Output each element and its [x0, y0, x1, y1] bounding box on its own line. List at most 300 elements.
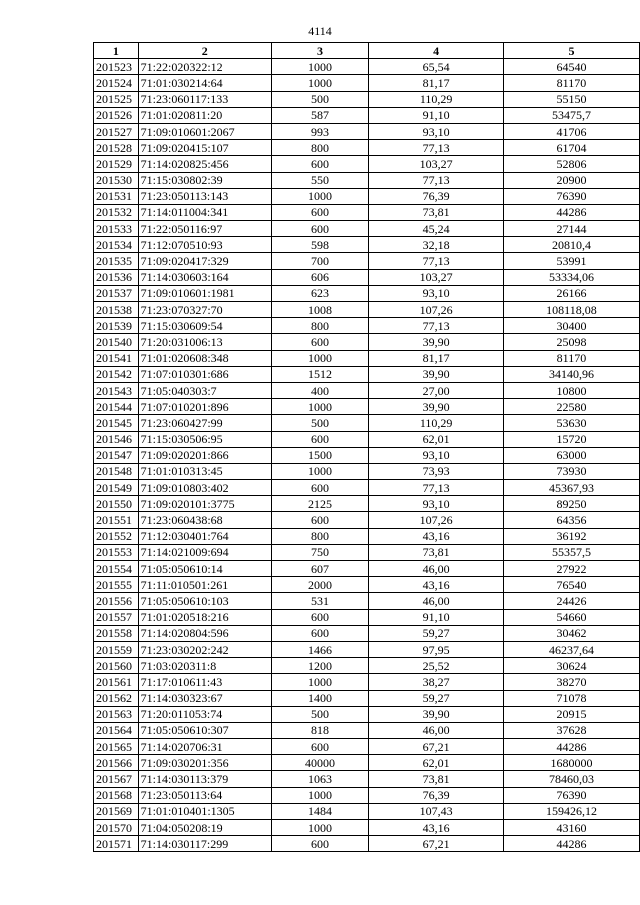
- cell-number: 201567: [94, 771, 139, 787]
- cell-rate: 110,29: [369, 91, 504, 107]
- cell-total: 44286: [503, 836, 639, 852]
- cell-area: 1000: [271, 820, 369, 836]
- cell-total: 159426,12: [503, 803, 639, 819]
- cell-number: 201564: [94, 722, 139, 738]
- cell-cadastral-code: 71:01:010401:1305: [138, 803, 271, 819]
- cell-number: 201558: [94, 625, 139, 641]
- cell-total: 22580: [503, 399, 639, 415]
- cell-total: 41706: [503, 123, 639, 139]
- cell-number: 201535: [94, 253, 139, 269]
- cell-rate: 107,43: [369, 803, 504, 819]
- cell-total: 53630: [503, 415, 639, 431]
- cell-number: 201534: [94, 237, 139, 253]
- cell-rate: 39,90: [369, 706, 504, 722]
- page-number: 4114: [308, 24, 332, 38]
- cell-rate: 73,81: [369, 544, 504, 560]
- table-row: [94, 188, 640, 204]
- cell-number: 201536: [94, 269, 139, 285]
- cell-rate: 39,90: [369, 366, 504, 382]
- cell-number: 201531: [94, 188, 139, 204]
- cell-area: 600: [271, 431, 369, 447]
- cell-number: 201541: [94, 350, 139, 366]
- cell-rate: 46,00: [369, 561, 504, 577]
- cell-area: 600: [271, 739, 369, 755]
- cell-total: 76390: [503, 188, 639, 204]
- cell-number: 201530: [94, 172, 139, 188]
- cell-rate: 62,01: [369, 431, 504, 447]
- cell-total: 38270: [503, 674, 639, 690]
- cell-total: 30462: [503, 625, 639, 641]
- cell-total: 43160: [503, 820, 639, 836]
- document-sheet: [93, 42, 640, 852]
- cell-area: 607: [271, 561, 369, 577]
- cell-area: 1000: [271, 399, 369, 415]
- cell-number: 201556: [94, 593, 139, 609]
- cell-rate: 91,10: [369, 609, 504, 625]
- cell-cadastral-code: 71:14:021009:694: [138, 544, 271, 560]
- cell-area: 2125: [271, 496, 369, 512]
- cell-number: 201548: [94, 463, 139, 479]
- cell-cadastral-code: 71:04:050208:19: [138, 820, 271, 836]
- cell-cadastral-code: 71:11:010501:261: [138, 577, 271, 593]
- cell-cadastral-code: 71:09:010803:402: [138, 480, 271, 496]
- table-row: [94, 496, 640, 512]
- cell-total: 89250: [503, 496, 639, 512]
- table-row: [94, 561, 640, 577]
- cell-number: 201571: [94, 836, 139, 852]
- cell-total: 27922: [503, 561, 639, 577]
- cell-cadastral-code: 71:22:050116:97: [138, 221, 271, 237]
- cell-cadastral-code: 71:23:030202:242: [138, 641, 271, 657]
- table-row: [94, 820, 640, 836]
- table-row: [94, 593, 640, 609]
- cell-rate: 110,29: [369, 415, 504, 431]
- cell-number: 201526: [94, 107, 139, 123]
- cell-cadastral-code: 71:09:020201:866: [138, 447, 271, 463]
- cell-area: 800: [271, 528, 369, 544]
- table-row: [94, 399, 640, 415]
- cell-area: 587: [271, 107, 369, 123]
- cell-rate: 32,18: [369, 237, 504, 253]
- cell-rate: 107,26: [369, 302, 504, 318]
- cell-total: 34140,96: [503, 366, 639, 382]
- cell-area: 1063: [271, 771, 369, 787]
- cell-total: 30624: [503, 658, 639, 674]
- cell-cadastral-code: 71:15:030802:39: [138, 172, 271, 188]
- cell-total: 76390: [503, 787, 639, 803]
- table-row: [94, 366, 640, 382]
- table-row: [94, 674, 640, 690]
- cell-rate: 103,27: [369, 269, 504, 285]
- cell-cadastral-code: 71:23:060438:68: [138, 512, 271, 528]
- cell-cadastral-code: 71:09:010601:2067: [138, 123, 271, 139]
- cell-area: 1000: [271, 463, 369, 479]
- cell-rate: 45,24: [369, 221, 504, 237]
- cell-number: 201563: [94, 706, 139, 722]
- cell-total: 46237,64: [503, 641, 639, 657]
- cell-total: 10800: [503, 382, 639, 398]
- cell-cadastral-code: 71:09:010601:1981: [138, 285, 271, 301]
- cell-rate: 97,95: [369, 641, 504, 657]
- cell-total: 36192: [503, 528, 639, 544]
- cell-cadastral-code: 71:01:020518:216: [138, 609, 271, 625]
- cell-area: 993: [271, 123, 369, 139]
- table-row: [94, 577, 640, 593]
- cell-area: 800: [271, 140, 369, 156]
- column-header-1: 1: [94, 43, 139, 59]
- cell-total: 45367,93: [503, 480, 639, 496]
- cell-number: 201543: [94, 382, 139, 398]
- cell-area: 1000: [271, 674, 369, 690]
- table-row: [94, 512, 640, 528]
- cell-area: 400: [271, 382, 369, 398]
- cell-total: 55357,5: [503, 544, 639, 560]
- table-row: [94, 107, 640, 123]
- cell-cadastral-code: 71:14:030117:299: [138, 836, 271, 852]
- table-row: [94, 836, 640, 852]
- cell-rate: 103,27: [369, 156, 504, 172]
- cell-rate: 77,13: [369, 172, 504, 188]
- cell-cadastral-code: 71:15:030609:54: [138, 318, 271, 334]
- cell-number: 201525: [94, 91, 139, 107]
- cell-rate: 65,54: [369, 59, 504, 75]
- table-row: [94, 237, 640, 253]
- cell-area: 600: [271, 836, 369, 852]
- cell-number: 201529: [94, 156, 139, 172]
- cell-total: 53991: [503, 253, 639, 269]
- cell-rate: 73,81: [369, 771, 504, 787]
- cell-number: 201559: [94, 641, 139, 657]
- cell-cadastral-code: 71:01:020811:20: [138, 107, 271, 123]
- cell-rate: 77,13: [369, 318, 504, 334]
- cell-cadastral-code: 71:23:060117:133: [138, 91, 271, 107]
- cell-area: 1000: [271, 350, 369, 366]
- cell-number: 201542: [94, 366, 139, 382]
- cell-rate: 43,16: [369, 577, 504, 593]
- cell-area: 600: [271, 609, 369, 625]
- cell-area: 40000: [271, 755, 369, 771]
- table-row: [94, 382, 640, 398]
- cell-number: 201551: [94, 512, 139, 528]
- cell-number: 201527: [94, 123, 139, 139]
- cell-total: 53475,7: [503, 107, 639, 123]
- cell-area: 500: [271, 706, 369, 722]
- cell-rate: 77,13: [369, 480, 504, 496]
- cell-total: 71078: [503, 690, 639, 706]
- cell-cadastral-code: 71:14:030323:67: [138, 690, 271, 706]
- table-row: [94, 690, 640, 706]
- cell-rate: 107,26: [369, 512, 504, 528]
- cell-area: 500: [271, 415, 369, 431]
- cell-number: 201538: [94, 302, 139, 318]
- cell-cadastral-code: 71:01:010313:45: [138, 463, 271, 479]
- cell-total: 25098: [503, 334, 639, 350]
- cell-area: 500: [271, 91, 369, 107]
- table-row: [94, 480, 640, 496]
- cell-rate: 59,27: [369, 690, 504, 706]
- table-row: [94, 269, 640, 285]
- cell-area: 600: [271, 512, 369, 528]
- cell-cadastral-code: 71:07:010301:686: [138, 366, 271, 382]
- table-row: [94, 123, 640, 139]
- cell-number: 201532: [94, 204, 139, 220]
- table-row: [94, 544, 640, 560]
- cell-area: 818: [271, 722, 369, 738]
- cell-rate: 93,10: [369, 285, 504, 301]
- cell-cadastral-code: 71:22:020322:12: [138, 59, 271, 75]
- cell-rate: 46,00: [369, 722, 504, 738]
- cell-area: 1000: [271, 59, 369, 75]
- table-header-row: [94, 43, 640, 59]
- cell-total: 54660: [503, 609, 639, 625]
- cell-cadastral-code: 71:23:070327:70: [138, 302, 271, 318]
- cell-number: 201539: [94, 318, 139, 334]
- table-row: [94, 221, 640, 237]
- cell-rate: 59,27: [369, 625, 504, 641]
- cell-area: 598: [271, 237, 369, 253]
- cell-area: 600: [271, 204, 369, 220]
- cell-number: 201553: [94, 544, 139, 560]
- cell-number: 201545: [94, 415, 139, 431]
- cell-cadastral-code: 71:05:040303:7: [138, 382, 271, 398]
- cell-area: 1000: [271, 75, 369, 91]
- cell-number: 201555: [94, 577, 139, 593]
- cell-area: 606: [271, 269, 369, 285]
- cell-number: 201533: [94, 221, 139, 237]
- cell-area: 1500: [271, 447, 369, 463]
- cell-total: 24426: [503, 593, 639, 609]
- cell-number: 201557: [94, 609, 139, 625]
- table-row: [94, 172, 640, 188]
- table-row: [94, 787, 640, 803]
- cell-rate: 73,93: [369, 463, 504, 479]
- cell-rate: 93,10: [369, 447, 504, 463]
- cell-total: 44286: [503, 739, 639, 755]
- cell-number: 201568: [94, 787, 139, 803]
- cell-number: 201547: [94, 447, 139, 463]
- cell-area: 1400: [271, 690, 369, 706]
- data-table: [93, 42, 640, 852]
- cell-cadastral-code: 71:05:050610:14: [138, 561, 271, 577]
- cell-number: 201523: [94, 59, 139, 75]
- table-body: [94, 59, 640, 852]
- cell-total: 1680000: [503, 755, 639, 771]
- cell-number: 201570: [94, 820, 139, 836]
- cell-area: 1484: [271, 803, 369, 819]
- column-header-5: 5: [503, 43, 639, 59]
- cell-cadastral-code: 71:09:020417:329: [138, 253, 271, 269]
- cell-cadastral-code: 71:14:030603:164: [138, 269, 271, 285]
- cell-number: 201544: [94, 399, 139, 415]
- cell-area: 700: [271, 253, 369, 269]
- table-row: [94, 302, 640, 318]
- cell-rate: 77,13: [369, 140, 504, 156]
- cell-rate: 81,17: [369, 350, 504, 366]
- cell-area: 1512: [271, 366, 369, 382]
- table-row: [94, 75, 640, 91]
- cell-total: 61704: [503, 140, 639, 156]
- cell-total: 27144: [503, 221, 639, 237]
- cell-cadastral-code: 71:15:030506:95: [138, 431, 271, 447]
- cell-total: 20915: [503, 706, 639, 722]
- cell-cadastral-code: 71:14:030113:379: [138, 771, 271, 787]
- cell-area: 2000: [271, 577, 369, 593]
- cell-rate: 62,01: [369, 755, 504, 771]
- cell-area: 600: [271, 221, 369, 237]
- table-row: [94, 463, 640, 479]
- cell-total: 44286: [503, 204, 639, 220]
- cell-number: 201566: [94, 755, 139, 771]
- cell-total: 64540: [503, 59, 639, 75]
- cell-cadastral-code: 71:01:030214:64: [138, 75, 271, 91]
- cell-rate: 91,10: [369, 107, 504, 123]
- cell-number: 201537: [94, 285, 139, 301]
- table-row: [94, 415, 640, 431]
- cell-number: 201560: [94, 658, 139, 674]
- cell-total: 20900: [503, 172, 639, 188]
- cell-rate: 93,10: [369, 496, 504, 512]
- table-row: [94, 285, 640, 301]
- cell-rate: 67,21: [369, 836, 504, 852]
- cell-total: 53334,06: [503, 269, 639, 285]
- cell-total: 81170: [503, 350, 639, 366]
- cell-total: 30400: [503, 318, 639, 334]
- cell-total: 52806: [503, 156, 639, 172]
- table-row: [94, 91, 640, 107]
- cell-area: 623: [271, 285, 369, 301]
- column-header-2: 2: [138, 43, 271, 59]
- table-row: [94, 253, 640, 269]
- cell-number: 201554: [94, 561, 139, 577]
- cell-rate: 76,39: [369, 787, 504, 803]
- cell-rate: 43,16: [369, 528, 504, 544]
- cell-total: 20810,4: [503, 237, 639, 253]
- cell-total: 26166: [503, 285, 639, 301]
- cell-number: 201561: [94, 674, 139, 690]
- table-row: [94, 706, 640, 722]
- cell-area: 1000: [271, 787, 369, 803]
- cell-total: 15720: [503, 431, 639, 447]
- table-row: [94, 528, 640, 544]
- cell-area: 1000: [271, 188, 369, 204]
- table-row: [94, 722, 640, 738]
- cell-rate: 43,16: [369, 820, 504, 836]
- cell-cadastral-code: 71:20:031006:13: [138, 334, 271, 350]
- cell-area: 600: [271, 625, 369, 641]
- cell-area: 800: [271, 318, 369, 334]
- cell-total: 55150: [503, 91, 639, 107]
- cell-cadastral-code: 71:14:011004:341: [138, 204, 271, 220]
- cell-cadastral-code: 71:01:020608:348: [138, 350, 271, 366]
- cell-cadastral-code: 71:05:050610:307: [138, 722, 271, 738]
- cell-number: 201549: [94, 480, 139, 496]
- cell-total: 63000: [503, 447, 639, 463]
- cell-number: 201550: [94, 496, 139, 512]
- cell-rate: 93,10: [369, 123, 504, 139]
- table-row: [94, 447, 640, 463]
- table-row: [94, 625, 640, 641]
- cell-cadastral-code: 71:05:050610:103: [138, 593, 271, 609]
- cell-area: 531: [271, 593, 369, 609]
- cell-cadastral-code: 71:23:050113:64: [138, 787, 271, 803]
- table-row: [94, 59, 640, 75]
- cell-cadastral-code: 71:14:020825:456: [138, 156, 271, 172]
- cell-total: 76540: [503, 577, 639, 593]
- cell-area: 600: [271, 480, 369, 496]
- cell-rate: 38,27: [369, 674, 504, 690]
- cell-number: 201528: [94, 140, 139, 156]
- cell-rate: 39,90: [369, 334, 504, 350]
- cell-cadastral-code: 71:12:030401:764: [138, 528, 271, 544]
- cell-area: 1008: [271, 302, 369, 318]
- cell-number: 201540: [94, 334, 139, 350]
- cell-number: 201552: [94, 528, 139, 544]
- table-row: [94, 140, 640, 156]
- cell-total: 37628: [503, 722, 639, 738]
- table-row: [94, 609, 640, 625]
- cell-number: 201546: [94, 431, 139, 447]
- cell-rate: 27,00: [369, 382, 504, 398]
- table-row: [94, 641, 640, 657]
- cell-rate: 77,13: [369, 253, 504, 269]
- cell-area: 600: [271, 156, 369, 172]
- cell-total: 81170: [503, 75, 639, 91]
- cell-number: 201565: [94, 739, 139, 755]
- cell-rate: 46,00: [369, 593, 504, 609]
- cell-cadastral-code: 71:23:050113:143: [138, 188, 271, 204]
- cell-cadastral-code: 71:14:020804:596: [138, 625, 271, 641]
- cell-rate: 76,39: [369, 188, 504, 204]
- cell-cadastral-code: 71:20:011053:74: [138, 706, 271, 722]
- cell-number: 201569: [94, 803, 139, 819]
- column-header-4: 4: [369, 43, 504, 59]
- cell-cadastral-code: 71:03:020311:8: [138, 658, 271, 674]
- cell-cadastral-code: 71:17:010611:43: [138, 674, 271, 690]
- table-row: [94, 803, 640, 819]
- cell-total: 78460,03: [503, 771, 639, 787]
- cell-cadastral-code: 71:23:060427:99: [138, 415, 271, 431]
- table-row: [94, 431, 640, 447]
- table-row: [94, 739, 640, 755]
- cell-rate: 81,17: [369, 75, 504, 91]
- cell-cadastral-code: 71:09:030201:356: [138, 755, 271, 771]
- column-header-3: 3: [271, 43, 369, 59]
- cell-cadastral-code: 71:09:020415:107: [138, 140, 271, 156]
- cell-total: 73930: [503, 463, 639, 479]
- table-row: [94, 156, 640, 172]
- cell-total: 108118,08: [503, 302, 639, 318]
- cell-cadastral-code: 71:07:010201:896: [138, 399, 271, 415]
- cell-rate: 73,81: [369, 204, 504, 220]
- cell-area: 750: [271, 544, 369, 560]
- table-row: [94, 204, 640, 220]
- cell-rate: 67,21: [369, 739, 504, 755]
- table-row: [94, 771, 640, 787]
- cell-cadastral-code: 71:12:070510:93: [138, 237, 271, 253]
- table-row: [94, 658, 640, 674]
- cell-rate: 25,52: [369, 658, 504, 674]
- cell-number: 201562: [94, 690, 139, 706]
- cell-area: 600: [271, 334, 369, 350]
- table-row: [94, 755, 640, 771]
- cell-number: 201524: [94, 75, 139, 91]
- table-row: [94, 350, 640, 366]
- cell-cadastral-code: 71:14:020706:31: [138, 739, 271, 755]
- cell-area: 1466: [271, 641, 369, 657]
- table-row: [94, 334, 640, 350]
- cell-cadastral-code: 71:09:020101:3775: [138, 496, 271, 512]
- cell-area: 550: [271, 172, 369, 188]
